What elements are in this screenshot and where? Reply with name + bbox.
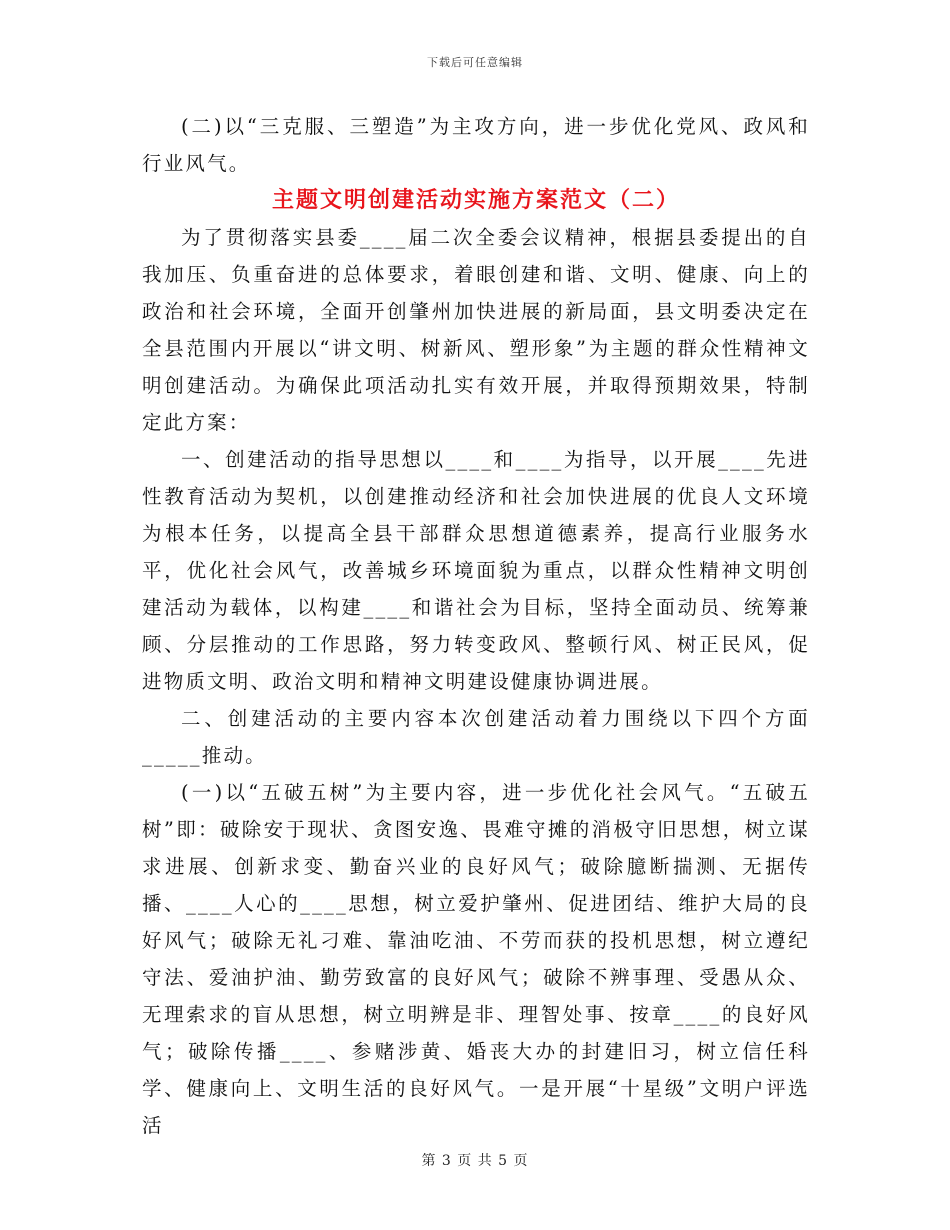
paragraph-five-breaks: (一)以“五破五树”为主要内容，进一步优化社会风气。“五破五树”即：破除安于现状、贪图安逸、畏难守摊的消极守旧思想，树立谋求进展、创新求变、勤奋兴业的良好风气；破除臆断揣测、无据传播、____人心的____思想，树立爱护肇州、促进团结、维护大局的良好风气；破除无礼刁难、靠油吃油、不劳而获的投机思想，树立遵纪守法、爱油护油、勤劳致富的良好风气；破除不辨事理、受愚从众、无理索求的盲从思想，树立明辨是非、理智处事、按章____的良好风气；破除传播____、参赌涉黄、婚丧大办的封建旧习，树立信任科学、健康向上、文明生活的良好风气。一是开展“十星级”文明户评选活 — [142, 781, 810, 1137]
paragraph-main-content: 二、创建活动的主要内容本次创建活动着力围绕以下四个方面_____推动。 — [142, 707, 810, 767]
document-title: 主题文明创建活动实施方案范文（二） — [271, 187, 680, 213]
paragraph-guiding-thought: 一、创建活动的指导思想以____和____为指导，以开展____先进性教育活动为契机，以创建推动经济和社会加快进展的优良人文环境为根本任务，以提高全县干部群众思想道德素养，提高行业服务水平，优化社会风气，改善城乡环境面貌为重点，以群众性精神文明创建活动为载体，以构建____和谐社会为目标，坚持全面动员、统筹兼顾、分层推动的工作思路，努力转变政风、整顿行风、树正民风，促进物质文明、政治文明和精神文明建设健康协调进展。 — [142, 448, 810, 693]
page-header: 下载后可任意编辑 — [427, 56, 523, 69]
paragraph-intro: 为了贯彻落实县委____届二次全委会议精神，根据县委提出的自我加压、负重奋进的总体要求，着眼创建和谐、文明、健康、向上的政治和社会环境，全面开创肇州加快进展的新局面，县文明委决定在全县范围内开展以“讲文明、树新风、塑形象”为主题的群众性精神文明创建活动。为确保此项活动扎实有效开展，并取得预期效果，特制定此方案： — [142, 226, 810, 434]
page-number: 第 3 页 共 5 页 — [421, 1153, 529, 1169]
document-body — [142, 108, 810, 1144]
paragraph-section-2: (二)以“三克服、三塑造”为主攻方向，进一步优化党风、政风和行业风气。 — [142, 115, 810, 175]
